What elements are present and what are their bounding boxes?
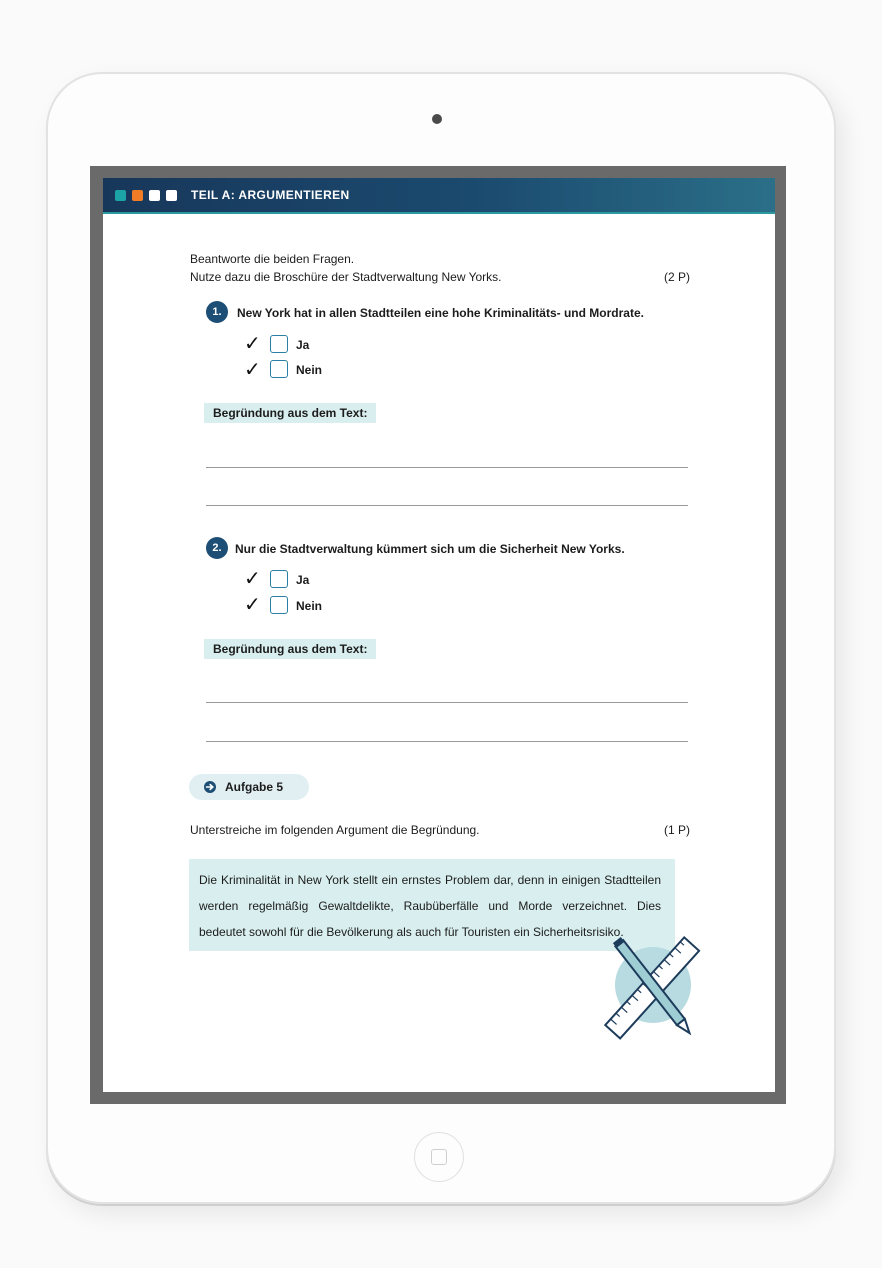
- header-square-white-icon: [149, 190, 160, 201]
- checkmark-icon: ✓: [244, 333, 261, 355]
- header-square-orange-icon: [132, 190, 143, 201]
- section-header: [103, 178, 775, 214]
- ruler-pencil-icon: [593, 920, 713, 1060]
- argument-text[interactable]: Die Kriminalität in New York stellt ein ernstes Problem dar, denn in einigen Stadtteilen werden regelmäßig Gewaltdelikte, Raubüberfälle und Morde verzeichnet. Dies bedeutet sowohl für die Bevölkerung als auch für Touristen ein Sicherheitsrisiko.: [199, 873, 661, 939]
- reason-label: Begründung aus dem Text:: [204, 639, 376, 659]
- option-ja-checkbox[interactable]: [270, 335, 288, 353]
- section-title: TEIL A: ARGUMENTIEREN: [191, 188, 350, 202]
- task-5-label: Aufgabe 5: [225, 780, 284, 794]
- question-1-text: New York hat in allen Stadtteilen eine hohe Kriminalitäts- und Mordrate.: [237, 306, 644, 320]
- task-5-badge[interactable]: [189, 774, 309, 800]
- intro-points: (2 P): [664, 270, 691, 284]
- task-5-points: (1 P): [664, 823, 691, 837]
- camera-icon: [432, 114, 442, 124]
- arrow-right-circle-icon: [203, 780, 217, 794]
- intro-line-1: Beantworte die beiden Fragen.: [190, 252, 355, 266]
- question-2-number: 2.: [206, 537, 228, 559]
- option-ja-label: Ja: [296, 338, 310, 352]
- question-1-number: 1.: [206, 301, 228, 323]
- answer-line[interactable]: [206, 467, 688, 468]
- option-ja-label: Ja: [296, 573, 310, 587]
- checkmark-icon: ✓: [244, 594, 261, 616]
- header-square-white-icon: [166, 190, 177, 201]
- answer-line[interactable]: [206, 741, 688, 742]
- reason-label: Begründung aus dem Text:: [204, 403, 376, 423]
- checkmark-icon: ✓: [244, 568, 261, 590]
- option-nein-checkbox[interactable]: [270, 360, 288, 378]
- checkmark-icon: ✓: [244, 359, 261, 381]
- question-2-text: Nur die Stadtverwaltung kümmert sich um die Sicherheit New Yorks.: [235, 542, 625, 556]
- answer-line[interactable]: [206, 702, 688, 703]
- home-button[interactable]: [414, 1132, 464, 1182]
- intro-line-2: Nutze dazu die Broschüre der Stadtverwaltung New Yorks.: [190, 270, 502, 284]
- answer-line[interactable]: [206, 505, 688, 506]
- option-nein-label: Nein: [296, 599, 323, 613]
- header-square-teal-icon: [115, 190, 126, 201]
- task-5-instruction: Unterstreiche im folgenden Argument die Begründung.: [190, 823, 480, 837]
- home-square-icon: [431, 1149, 447, 1165]
- worksheet-screen: [103, 178, 775, 1092]
- option-nein-label: Nein: [296, 363, 323, 377]
- option-ja-checkbox[interactable]: [270, 570, 288, 588]
- option-nein-checkbox[interactable]: [270, 596, 288, 614]
